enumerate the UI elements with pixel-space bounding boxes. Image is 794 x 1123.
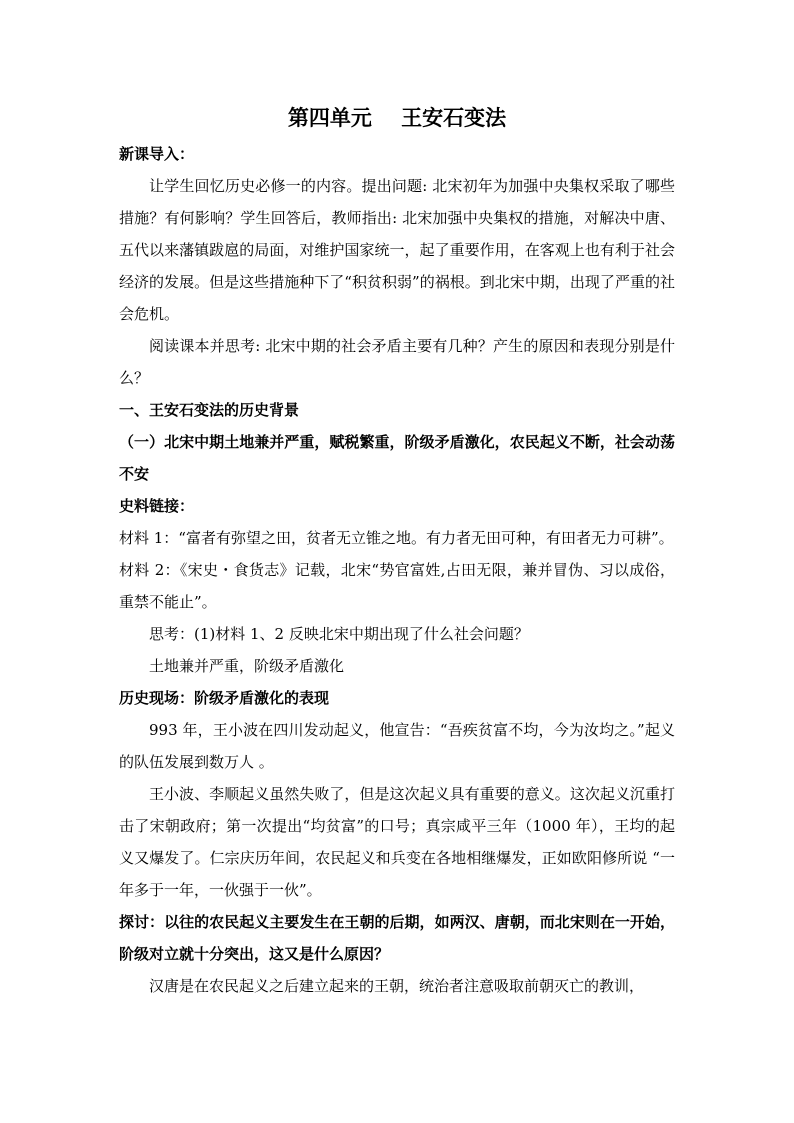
material-2: 材料 2：《宋史・食货志》记载，北宋“势官富姓,占田无限，兼并冒伪、习以成俗，重禁不能止”。	[119, 561, 675, 611]
history-scene-heading: 历史现场：阶级矛盾激化的表现	[119, 689, 330, 707]
scene-p1: 993 年，王小波在四川发动起义，他宣告：“吾疾贫富不均，今为汝均之。”起义的队伍发展到数万人 。	[119, 721, 675, 771]
page-title: 第四单元 王安石变法	[287, 105, 507, 130]
intro-heading: 新课导入：	[119, 145, 195, 163]
source-link-heading: 史料链接：	[119, 497, 195, 515]
discussion-question: 探讨：以往的农民起义主要发生在王朝的后期，如两汉、唐朝，而北宋则在一开始，阶级对立就十分突出，这又是什么原因？	[119, 913, 675, 963]
scene-p2: 王小波、李顺起义虽然失败了，但是这次起义具有重要的意义。这次起义沉重打击了宋朝政府；第一次提出“均贫富”的口号；真宗咸平三年（1000 年），王均的起义又爆发了。仁宗庆历年间，农民起义和兵变在各地相继爆发，正如欧阳修所说 “一年多于一年，一伙强于一伙”。	[119, 785, 675, 899]
think-question: 思考：(1)材料 1、2 反映北宋中期出现了什么社会问题？	[149, 625, 529, 643]
intro-p2: 阅读课本并思考: 北宋中期的社会矛盾主要有几种？产生的原因和表现分别是什么？	[119, 337, 675, 387]
discussion-answer: 汉唐是在农民起义之后建立起来的王朝，统治者注意吸取前朝灭亡的教训，	[149, 977, 645, 995]
document-body	[119, 138, 675, 1002]
subsection-1-heading: （一）北宋中期土地兼并严重，赋税繁重，阶级矛盾激化，农民起义不断，社会动荡不安	[119, 433, 675, 483]
intro-p1: 让学生回忆历史必修一的内容。提出问题: 北宋初年为加强中央集权采取了哪些措施？有何影响？学生回答后，教师指出: 北宋加强中央集权的措施，对解决中唐、五代以来藩镇跋扈的局面，对维护国家统一，起了重要作用，在客观上也有利于社会经济的发展。但是这些措施种下了“积贫积弱”的祸根。到北宋中期，出现了严重的社会危机。	[119, 177, 675, 323]
material-1: 材料 1：“富者有弥望之田，贫者无立锥之地。有力者无田可种，有田者无力可耕”。	[119, 529, 674, 547]
think-answer: 土地兼并严重，阶级矛盾激化	[149, 657, 345, 675]
section-1-heading: 一、王安石变法的历史背景	[119, 401, 300, 419]
